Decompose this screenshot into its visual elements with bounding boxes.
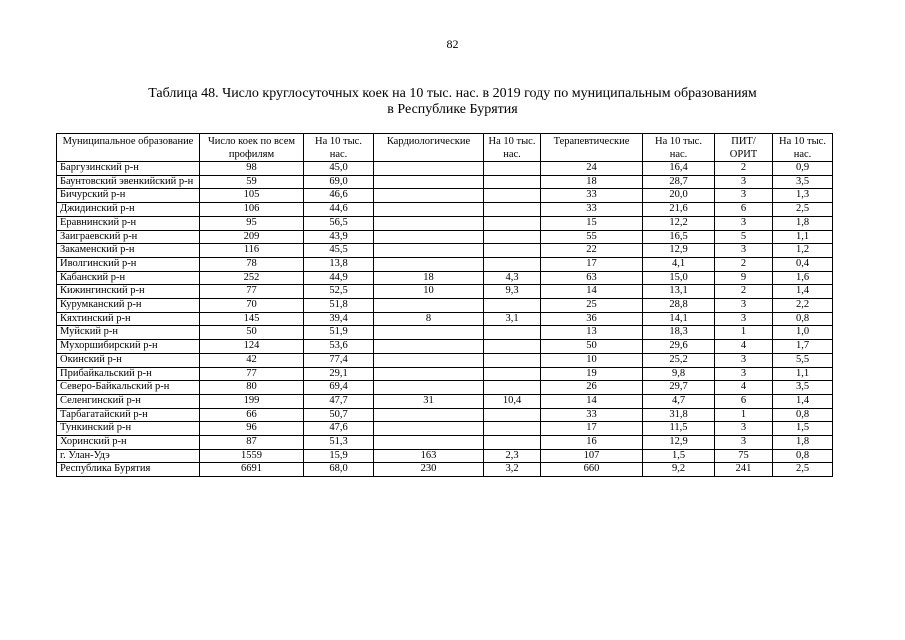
therapeutic-cell: 107 (541, 449, 643, 463)
municipality-cell: Еравнинский р-н (57, 216, 200, 230)
cardiology-per-10k-cell (484, 326, 541, 340)
municipality-cell: Курумканский р-н (57, 299, 200, 313)
header-row (57, 134, 833, 162)
cardiology-cell: 10 (374, 285, 484, 299)
icu-cell: 3 (715, 422, 773, 436)
icu-cell: 5 (715, 230, 773, 244)
total-per-10k-cell: 69,0 (304, 175, 374, 189)
icu-per-10k-cell: 1,2 (773, 244, 833, 258)
cardiology-cell (374, 436, 484, 450)
table-row (57, 189, 833, 203)
total-beds-cell: 145 (200, 312, 304, 326)
therapeutic-per-10k-cell: 28,7 (643, 175, 715, 189)
header-cardiology-per-10k: На 10 тыс. нас. (484, 134, 541, 162)
table-row (57, 230, 833, 244)
cardiology-cell: 31 (374, 394, 484, 408)
cardiology-per-10k-cell (484, 436, 541, 450)
therapeutic-cell: 25 (541, 299, 643, 313)
therapeutic-cell: 660 (541, 463, 643, 477)
municipality-cell: Мухоршибирский р-н (57, 340, 200, 354)
cardiology-cell (374, 189, 484, 203)
icu-cell: 3 (715, 216, 773, 230)
total-per-10k-cell: 51,3 (304, 436, 374, 450)
icu-cell: 3 (715, 299, 773, 313)
cardiology-per-10k-cell: 4,3 (484, 271, 541, 285)
therapeutic-cell: 17 (541, 422, 643, 436)
therapeutic-cell: 18 (541, 175, 643, 189)
total-per-10k-cell: 51,8 (304, 299, 374, 313)
cardiology-per-10k-cell: 3,2 (484, 463, 541, 477)
icu-per-10k-cell: 1,4 (773, 285, 833, 299)
total-beds-cell: 106 (200, 203, 304, 217)
cardiology-per-10k-cell (484, 216, 541, 230)
icu-per-10k-cell: 1,8 (773, 216, 833, 230)
icu-cell: 6 (715, 203, 773, 217)
cardiology-per-10k-cell (484, 230, 541, 244)
table-body (57, 162, 833, 477)
table-row (57, 285, 833, 299)
cardiology-per-10k-cell (484, 353, 541, 367)
therapeutic-per-10k-cell: 9,8 (643, 367, 715, 381)
cardiology-cell (374, 244, 484, 258)
cardiology-cell (374, 162, 484, 176)
header-cardiology: Кардиологические (374, 134, 484, 162)
icu-per-10k-cell: 1,8 (773, 436, 833, 450)
therapeutic-per-10k-cell: 4,7 (643, 394, 715, 408)
total-beds-cell: 105 (200, 189, 304, 203)
cardiology-cell (374, 203, 484, 217)
total-per-10k-cell: 56,5 (304, 216, 374, 230)
icu-cell: 3 (715, 353, 773, 367)
total-per-10k-cell: 43,9 (304, 230, 374, 244)
municipality-cell: Закаменский р-н (57, 244, 200, 258)
municipality-cell: Джидинский р-н (57, 203, 200, 217)
table-row (57, 422, 833, 436)
table-title-line2: в Республике Бурятия (387, 102, 518, 117)
therapeutic-per-10k-cell: 29,6 (643, 340, 715, 354)
icu-per-10k-cell: 5,5 (773, 353, 833, 367)
therapeutic-per-10k-cell: 21,6 (643, 203, 715, 217)
icu-per-10k-cell: 2,5 (773, 463, 833, 477)
icu-cell: 3 (715, 367, 773, 381)
table-row (57, 463, 833, 477)
icu-cell: 4 (715, 340, 773, 354)
header-therapeutic-per-10k: На 10 тыс. нас. (643, 134, 715, 162)
therapeutic-per-10k-cell: 28,8 (643, 299, 715, 313)
icu-per-10k-cell: 1,6 (773, 271, 833, 285)
municipality-cell: Кижингинский р-н (57, 285, 200, 299)
total-per-10k-cell: 69,4 (304, 381, 374, 395)
therapeutic-cell: 36 (541, 312, 643, 326)
header-icu: ПИТ/ ОРИТ (715, 134, 773, 162)
total-beds-cell: 95 (200, 216, 304, 230)
total-beds-cell: 116 (200, 244, 304, 258)
municipality-cell: Кабанский р-н (57, 271, 200, 285)
table-row (57, 408, 833, 422)
table-row (57, 271, 833, 285)
cardiology-per-10k-cell (484, 422, 541, 436)
total-beds-cell: 199 (200, 394, 304, 408)
total-beds-cell: 6691 (200, 463, 304, 477)
therapeutic-cell: 13 (541, 326, 643, 340)
table-row (57, 312, 833, 326)
cardiology-per-10k-cell: 9,3 (484, 285, 541, 299)
therapeutic-per-10k-cell: 12,9 (643, 436, 715, 450)
icu-per-10k-cell: 1,7 (773, 340, 833, 354)
table-row (57, 326, 833, 340)
icu-cell: 3 (715, 244, 773, 258)
therapeutic-cell: 16 (541, 436, 643, 450)
icu-cell: 3 (715, 436, 773, 450)
icu-per-10k-cell: 3,5 (773, 175, 833, 189)
icu-per-10k-cell: 1,1 (773, 230, 833, 244)
therapeutic-per-10k-cell: 15,0 (643, 271, 715, 285)
therapeutic-per-10k-cell: 29,7 (643, 381, 715, 395)
therapeutic-cell: 63 (541, 271, 643, 285)
icu-cell: 3 (715, 189, 773, 203)
therapeutic-cell: 55 (541, 230, 643, 244)
table-row (57, 436, 833, 450)
therapeutic-per-10k-cell: 13,1 (643, 285, 715, 299)
total-beds-cell: 1559 (200, 449, 304, 463)
cardiology-per-10k-cell (484, 175, 541, 189)
municipality-cell: Баргузинский р-н (57, 162, 200, 176)
cardiology-cell (374, 299, 484, 313)
icu-per-10k-cell: 0,4 (773, 257, 833, 271)
cardiology-cell (374, 257, 484, 271)
header-therapeutic: Терапевтические (541, 134, 643, 162)
table-row (57, 340, 833, 354)
table-row (57, 203, 833, 217)
icu-per-10k-cell: 2,5 (773, 203, 833, 217)
therapeutic-per-10k-cell: 12,9 (643, 244, 715, 258)
icu-cell: 1 (715, 326, 773, 340)
municipality-cell: Тарбагатайский р-н (57, 408, 200, 422)
total-per-10k-cell: 51,9 (304, 326, 374, 340)
municipality-cell: Тункинский р-н (57, 422, 200, 436)
therapeutic-cell: 50 (541, 340, 643, 354)
municipality-cell: Северо-Байкальский р-н (57, 381, 200, 395)
therapeutic-per-10k-cell: 4,1 (643, 257, 715, 271)
table-title (0, 86, 905, 118)
table-row (57, 257, 833, 271)
total-per-10k-cell: 45,5 (304, 244, 374, 258)
cardiology-cell (374, 381, 484, 395)
therapeutic-cell: 26 (541, 381, 643, 395)
cardiology-per-10k-cell (484, 162, 541, 176)
total-per-10k-cell: 29,1 (304, 367, 374, 381)
municipality-cell: Баунтовский эвенкийский р-н (57, 175, 200, 189)
table-row (57, 216, 833, 230)
icu-cell: 9 (715, 271, 773, 285)
cardiology-cell: 163 (374, 449, 484, 463)
therapeutic-per-10k-cell: 31,8 (643, 408, 715, 422)
total-beds-cell: 96 (200, 422, 304, 436)
total-beds-cell: 50 (200, 326, 304, 340)
cardiology-cell: 18 (374, 271, 484, 285)
table-row (57, 394, 833, 408)
icu-cell: 241 (715, 463, 773, 477)
total-beds-cell: 209 (200, 230, 304, 244)
total-beds-cell: 70 (200, 299, 304, 313)
cardiology-per-10k-cell (484, 381, 541, 395)
therapeutic-cell: 24 (541, 162, 643, 176)
table-row (57, 367, 833, 381)
icu-per-10k-cell: 0,8 (773, 449, 833, 463)
total-beds-cell: 77 (200, 285, 304, 299)
municipality-cell: г. Улан-Удэ (57, 449, 200, 463)
therapeutic-per-10k-cell: 11,5 (643, 422, 715, 436)
header-total-beds: Число коек по всем профилям (200, 134, 304, 162)
icu-cell: 2 (715, 285, 773, 299)
municipality-cell: Хоринский р-н (57, 436, 200, 450)
total-beds-cell: 77 (200, 367, 304, 381)
total-beds-cell: 87 (200, 436, 304, 450)
header-municipality: Муниципальное образование (57, 134, 200, 162)
therapeutic-cell: 14 (541, 394, 643, 408)
icu-cell: 2 (715, 257, 773, 271)
total-beds-cell: 252 (200, 271, 304, 285)
icu-per-10k-cell: 0,8 (773, 312, 833, 326)
therapeutic-per-10k-cell: 14,1 (643, 312, 715, 326)
municipality-cell: Муйский р-н (57, 326, 200, 340)
total-beds-cell: 124 (200, 340, 304, 354)
total-beds-cell: 80 (200, 381, 304, 395)
total-beds-cell: 98 (200, 162, 304, 176)
total-beds-cell: 78 (200, 257, 304, 271)
therapeutic-per-10k-cell: 16,5 (643, 230, 715, 244)
therapeutic-cell: 33 (541, 203, 643, 217)
icu-cell: 3 (715, 312, 773, 326)
header-icu-per-10k: На 10 тыс. нас. (773, 134, 833, 162)
total-per-10k-cell: 77,4 (304, 353, 374, 367)
cardiology-cell: 230 (374, 463, 484, 477)
cardiology-cell (374, 326, 484, 340)
total-beds-cell: 66 (200, 408, 304, 422)
therapeutic-cell: 19 (541, 367, 643, 381)
total-per-10k-cell: 15,9 (304, 449, 374, 463)
total-per-10k-cell: 39,4 (304, 312, 374, 326)
cardiology-per-10k-cell (484, 408, 541, 422)
therapeutic-per-10k-cell: 20,0 (643, 189, 715, 203)
therapeutic-cell: 14 (541, 285, 643, 299)
cardiology-per-10k-cell (484, 189, 541, 203)
icu-per-10k-cell: 1,3 (773, 189, 833, 203)
icu-per-10k-cell: 1,5 (773, 422, 833, 436)
cardiology-cell (374, 367, 484, 381)
cardiology-cell (374, 175, 484, 189)
municipality-cell: Республика Бурятия (57, 463, 200, 477)
total-per-10k-cell: 52,5 (304, 285, 374, 299)
therapeutic-cell: 33 (541, 189, 643, 203)
municipality-cell: Бичурский р-н (57, 189, 200, 203)
total-per-10k-cell: 44,9 (304, 271, 374, 285)
cardiology-cell (374, 340, 484, 354)
table-row (57, 449, 833, 463)
cardiology-cell (374, 422, 484, 436)
table-row (57, 299, 833, 313)
therapeutic-per-10k-cell: 18,3 (643, 326, 715, 340)
therapeutic-per-10k-cell: 12,2 (643, 216, 715, 230)
cardiology-per-10k-cell: 10,4 (484, 394, 541, 408)
icu-cell: 2 (715, 162, 773, 176)
icu-per-10k-cell: 3,5 (773, 381, 833, 395)
total-per-10k-cell: 53,6 (304, 340, 374, 354)
cardiology-cell (374, 353, 484, 367)
municipality-cell: Окинский р-н (57, 353, 200, 367)
total-per-10k-cell: 47,6 (304, 422, 374, 436)
table-row (57, 175, 833, 189)
cardiology-cell: 8 (374, 312, 484, 326)
cardiology-per-10k-cell (484, 244, 541, 258)
icu-cell: 3 (715, 175, 773, 189)
therapeutic-per-10k-cell: 1,5 (643, 449, 715, 463)
beds-table (56, 133, 833, 477)
icu-per-10k-cell: 0,8 (773, 408, 833, 422)
table-row (57, 353, 833, 367)
icu-cell: 75 (715, 449, 773, 463)
icu-cell: 4 (715, 381, 773, 395)
total-beds-cell: 42 (200, 353, 304, 367)
therapeutic-cell: 15 (541, 216, 643, 230)
cardiology-per-10k-cell (484, 340, 541, 354)
icu-per-10k-cell: 0,9 (773, 162, 833, 176)
therapeutic-per-10k-cell: 25,2 (643, 353, 715, 367)
therapeutic-cell: 10 (541, 353, 643, 367)
icu-per-10k-cell: 2,2 (773, 299, 833, 313)
total-per-10k-cell: 44,6 (304, 203, 374, 217)
total-per-10k-cell: 68,0 (304, 463, 374, 477)
municipality-cell: Иволгинский р-н (57, 257, 200, 271)
therapeutic-cell: 33 (541, 408, 643, 422)
therapeutic-per-10k-cell: 9,2 (643, 463, 715, 477)
municipality-cell: Заиграевский р-н (57, 230, 200, 244)
total-per-10k-cell: 50,7 (304, 408, 374, 422)
table-row (57, 162, 833, 176)
icu-per-10k-cell: 1,4 (773, 394, 833, 408)
cardiology-cell (374, 230, 484, 244)
cardiology-cell (374, 216, 484, 230)
header-total-per-10k: На 10 тыс. нас. (304, 134, 374, 162)
total-per-10k-cell: 13,8 (304, 257, 374, 271)
total-per-10k-cell: 47,7 (304, 394, 374, 408)
icu-cell: 1 (715, 408, 773, 422)
cardiology-per-10k-cell (484, 367, 541, 381)
municipality-cell: Селенгинский р-н (57, 394, 200, 408)
total-per-10k-cell: 46,6 (304, 189, 374, 203)
municipality-cell: Кяхтинский р-н (57, 312, 200, 326)
cardiology-per-10k-cell (484, 299, 541, 313)
therapeutic-per-10k-cell: 16,4 (643, 162, 715, 176)
page-number: 82 (446, 37, 459, 51)
therapeutic-cell: 22 (541, 244, 643, 258)
icu-per-10k-cell: 1,1 (773, 367, 833, 381)
table-title-line1: Таблица 48. Число круглосуточных коек на 10 тыс. нас. в 2019 году по муниципальным образованиям (148, 86, 757, 101)
table-row (57, 381, 833, 395)
total-beds-cell: 59 (200, 175, 304, 189)
cardiology-per-10k-cell: 2,3 (484, 449, 541, 463)
cardiology-cell (374, 408, 484, 422)
cardiology-per-10k-cell (484, 257, 541, 271)
icu-per-10k-cell: 1,0 (773, 326, 833, 340)
cardiology-per-10k-cell (484, 203, 541, 217)
municipality-cell: Прибайкальский р-н (57, 367, 200, 381)
therapeutic-cell: 17 (541, 257, 643, 271)
cardiology-per-10k-cell: 3,1 (484, 312, 541, 326)
icu-cell: 6 (715, 394, 773, 408)
table-row (57, 244, 833, 258)
total-per-10k-cell: 45,0 (304, 162, 374, 176)
